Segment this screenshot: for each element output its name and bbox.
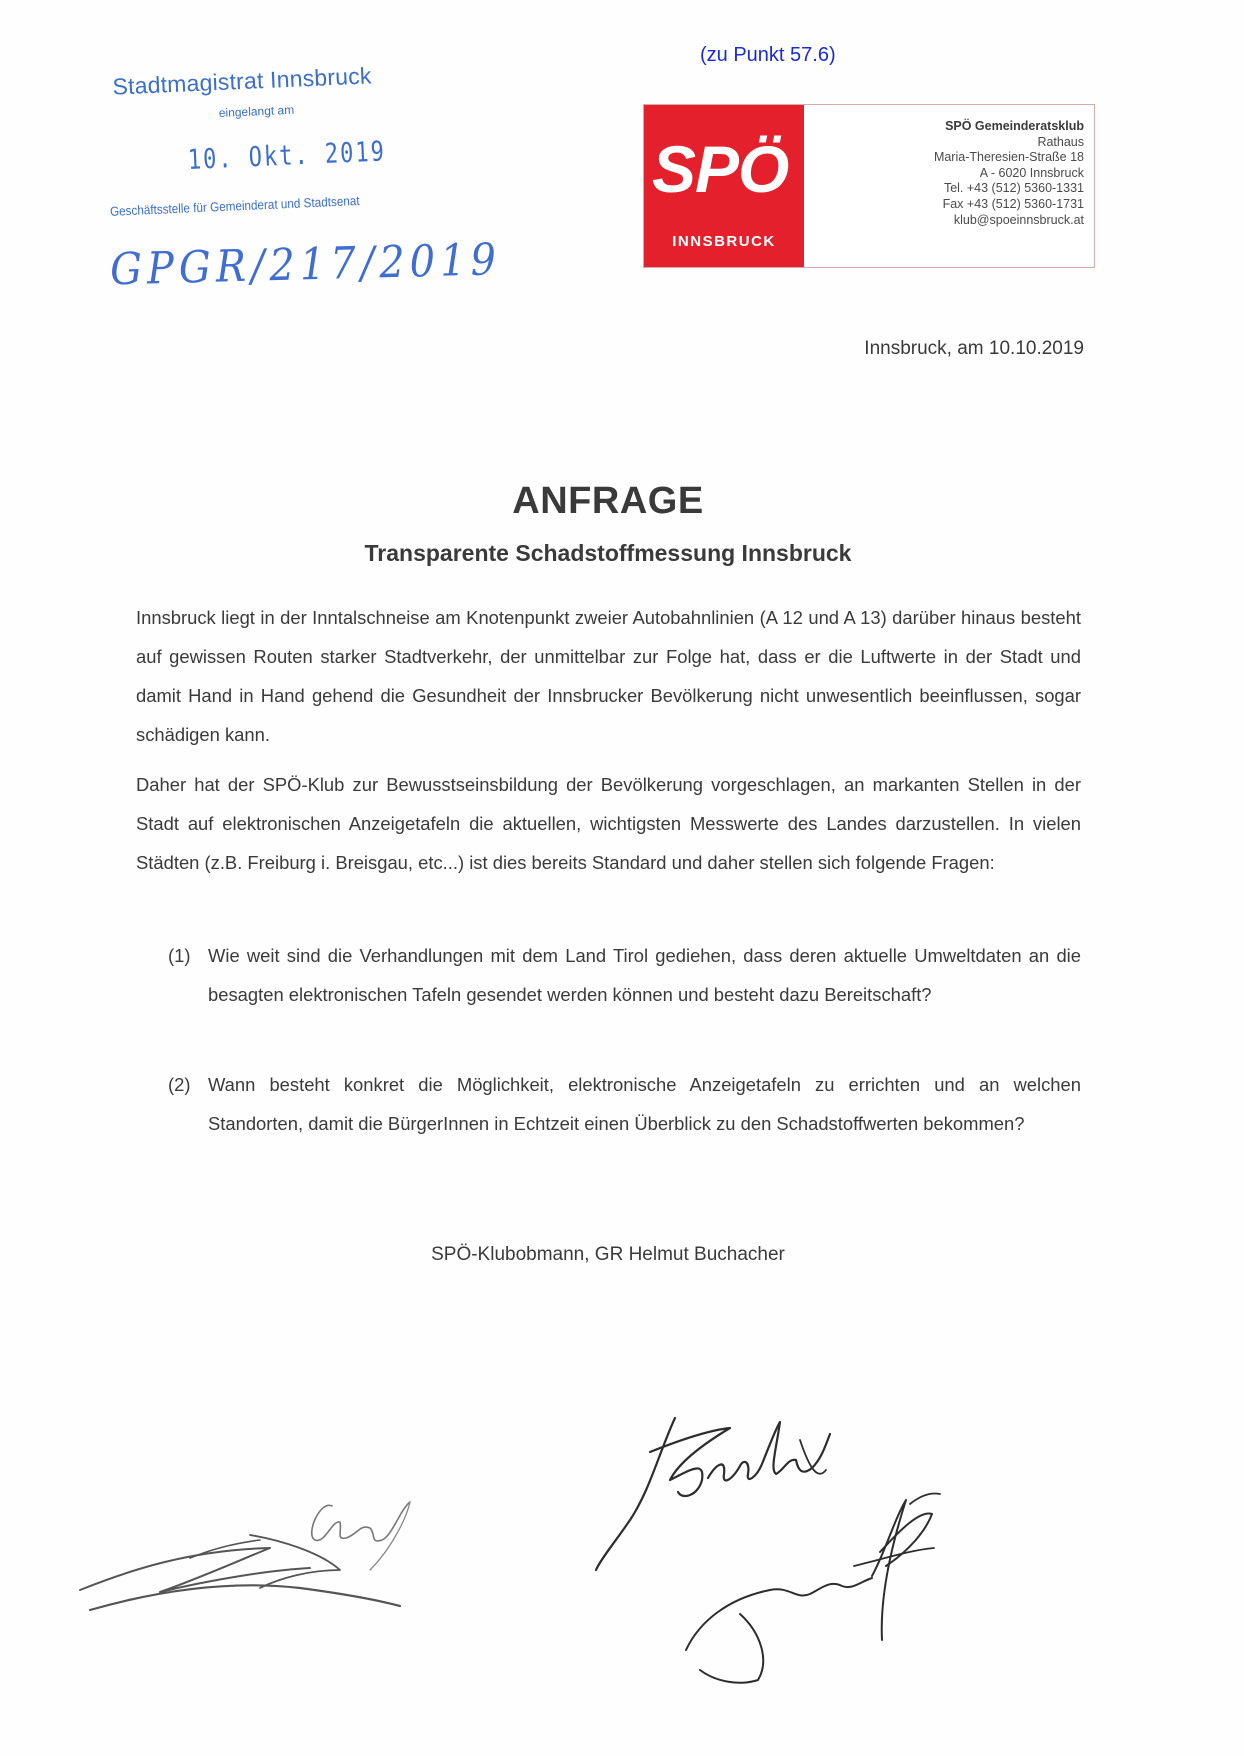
question-number: (2) — [168, 1074, 191, 1095]
question-text: Wann besteht konkret die Möglichkeit, elektronische Anzeigetafeln zu errichten und an welchen Standorten, damit die BürgerInnen in Echtzeit einen Überblick zu den Schadstoffwerten bekommen? — [208, 1074, 1081, 1134]
address-line: Fax +43 (512) 5360-1731 — [942, 196, 1084, 211]
stamp-organization: Stadtmagistrat Innsbruck — [111, 62, 373, 100]
signature-right — [590, 1400, 1010, 1690]
signature-left — [70, 1440, 490, 1630]
paragraph: Innsbruck liegt in der Inntalschneise am Knotenpunkt zweier Autobahnlinien (A 12 und A 13) darüber hinaus besteht auf gewissen Routen starker Stadtverkehr, der unmittelbar zur Folge hat, dass er die Luftwerte in der Stadt und damit Hand in Hand gehend die Gesundheit der Innsbrucker Bevölkerung nicht unwesentlich beeinflussen, sogar schädigen kann. — [136, 607, 1081, 745]
question-item — [168, 936, 1081, 1014]
address-line: A - 6020 Innsbruck — [979, 165, 1084, 180]
paragraph: Daher hat der SPÖ-Klub zur Bewusstseinsbildung der Bevölkerung vorgeschlagen, an markanten Stellen in der Stadt auf elektronischen Anzeigetafeln die aktuellen, wichtigsten Messwerte des Landes darzustellen. In vielen Städten (z.B. Freiburg i. Breisgau, etc...) ist dies bereits Standard und daher stellen sich folgende Fragen: — [136, 774, 1081, 873]
address-line: Maria-Theresien-Straße 18 — [933, 150, 1084, 165]
letterhead — [643, 104, 1095, 268]
club-name: SPÖ Gemeinderatsklub — [945, 119, 1084, 133]
spoe-logo — [644, 105, 804, 267]
handwritten-file-number: GPGR/217/2019 — [109, 234, 502, 296]
address-line: Tel. +43 (512) 5360-1331 — [943, 181, 1084, 196]
question-item — [168, 1065, 1081, 1143]
logo-text: SPÖ — [652, 132, 789, 206]
sender-address — [934, 119, 1084, 228]
question-number: (1) — [168, 945, 191, 966]
stamp-received-date: 10. Okt. 2019 — [187, 136, 387, 177]
stamp-office: Geschäftsstelle für Gemeinderat und Stadtsenat — [109, 192, 360, 219]
logo-subtext: INNSBRUCK — [672, 233, 776, 250]
address-line: klub@spoeinnsbruck.at — [953, 212, 1084, 227]
address-line: Rathaus — [1037, 134, 1084, 149]
receipt-stamp — [104, 60, 434, 219]
question-text: Wie weit sind die Verhandlungen mit dem Land Tirol gediehen, dass deren aktuelle Umweltdaten an die besagten elektronischen Tafeln gesendet werden können und besteht dazu Bereitschaft? — [208, 945, 1081, 1005]
stamp-received-label: eingelangt am — [218, 102, 295, 121]
signatory-line: SPÖ-Klubobmann, GR Helmut Buchacher — [431, 1244, 785, 1265]
agenda-reference: (zu Punkt 57.6) — [700, 44, 836, 66]
document-subtitle: Transparente Schadstoffmessung Innsbruck — [364, 540, 852, 566]
document-title: ANFRAGE — [512, 480, 704, 522]
place-date: Innsbruck, am 10.10.2019 — [864, 338, 1084, 359]
